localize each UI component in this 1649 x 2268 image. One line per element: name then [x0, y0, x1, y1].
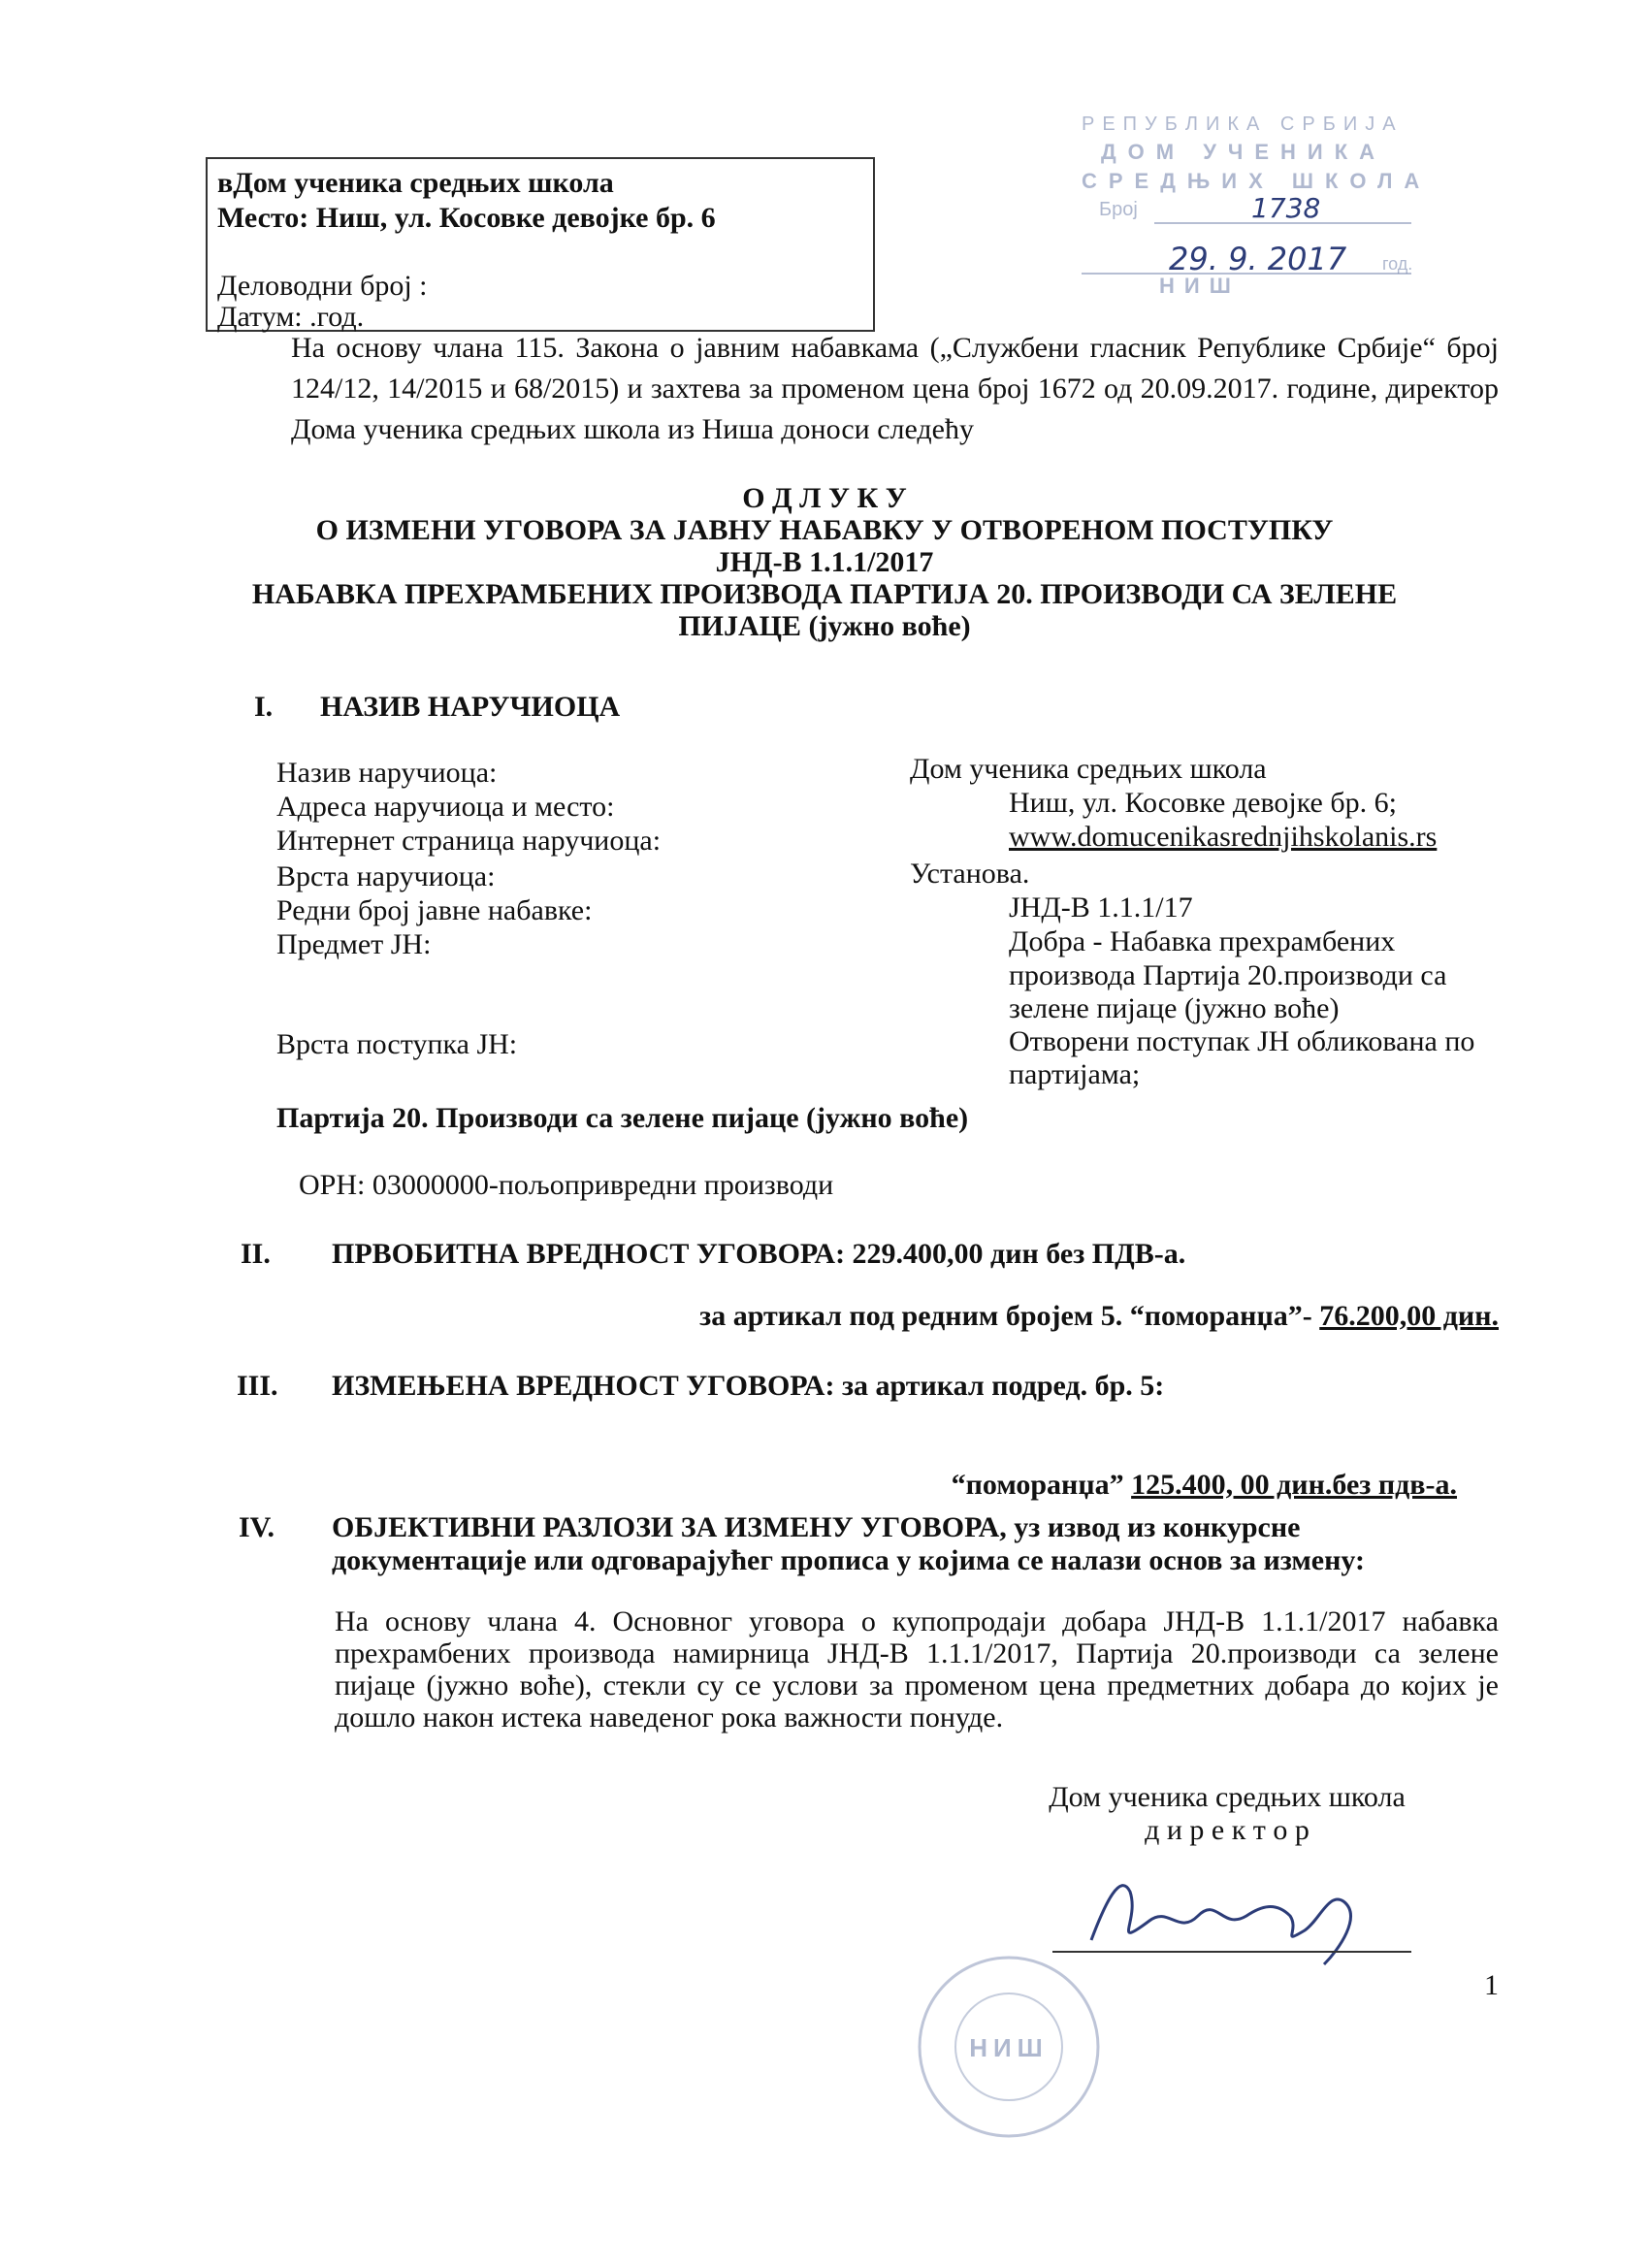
stamp-line-3: СРЕДЊИХ ШКОЛА: [1082, 169, 1432, 193]
signature-organization: Дом ученика средњих школа: [1049, 1781, 1406, 1813]
intro-text: На основу члана 115. Закона о јавним набавкама („Службени гласник Републике Србије“ број 124/12, 14/2015 и 68/2015) и захтева за променом цена број 1672 од 20.09.2017. године, директор Дома ученика средњих школа из Ниша доноси следећу: [291, 332, 1499, 445]
value-subject-3: зелене пијаце (јужно воће): [1009, 992, 1340, 1024]
title-line-3: ЈНД-В 1.1.1/2017: [715, 546, 934, 578]
section-3-number: III.: [237, 1370, 278, 1402]
section-2-heading: ПРВОБИТНА ВРЕДНОСТ УГОВОРА: 229.400,00 дин без ПДВ-а.: [332, 1238, 1186, 1270]
seal-city: НИШ: [969, 2033, 1049, 2062]
header-date: Датум: .год.: [217, 301, 365, 333]
section-4-heading-line-2: документације или одговарајућег прописа у којима се налази основ за измену:: [332, 1544, 1365, 1576]
value-address: Ниш, ул. Косовке девојке бр. 6;: [1009, 787, 1397, 819]
stamp-line-1: РЕПУБЛИКА СРБИЈА: [1082, 113, 1404, 135]
header-box: [206, 157, 875, 332]
stamp-number-handwritten: 1738: [1251, 192, 1321, 224]
section-2-item-value: 76.200,00 дин.: [1319, 1300, 1499, 1332]
header-institution: вДом ученика средњих школа: [217, 167, 614, 199]
label-name: Назив наручиоца:: [276, 757, 498, 789]
header-place: Место: Ниш, ул. Косовке девојке бр. 6: [217, 202, 716, 234]
stamp-city: НИШ: [1159, 274, 1241, 298]
label-number: Редни број јавне набавке:: [276, 894, 593, 926]
label-address: Адреса наручиоца и место:: [276, 791, 615, 823]
signature-role: д и р е к т о р: [1145, 1814, 1310, 1846]
value-subject-1: Добра - Набавка прехрамбених: [1009, 925, 1396, 957]
section-3-heading: ИЗМЕЊЕНА ВРЕДНОСТ УГОВОРА: за артикал подред. бр. 5:: [332, 1370, 1165, 1402]
official-seal: [892, 1950, 1125, 2144]
section-2-item: [669, 1300, 1499, 1333]
intro-paragraph: [291, 328, 1499, 450]
value-subject-2: производа Партија 20.производи са: [1009, 959, 1447, 991]
cpv-code: ОРН: 03000000-пољопривредни производи: [299, 1169, 834, 1201]
label-procedure: Врста поступка ЈН:: [276, 1028, 518, 1060]
stamp-line-2: ДОМ УЧЕНИКА: [1101, 140, 1387, 164]
stamp-number-label: Број: [1099, 199, 1138, 220]
section-4-text: На основу члана 4. Основног уговора о купопродаји добара ЈНД-В 1.1.1/2017 набавка прехрамбених производа намирница ЈНД-В 1.1.1/2017, Партија 20.производи са зелене пијаце (јужно воће), стекли су се услови за променом цена предметних добара до којих је дошло након истека наведеног рока важности понуде.: [335, 1605, 1499, 1733]
label-subject: Предмет ЈН:: [276, 928, 432, 960]
label-type: Врста наручиоца:: [276, 860, 496, 892]
section-3-item-label: “поморанџа”: [951, 1469, 1132, 1501]
stamp-year-suffix: год.: [1382, 254, 1413, 274]
title-line-2: О ИЗМЕНИ УГОВОРА ЗА ЈАВНУ НАБАВКУ У ОТВОРЕНОМ ПОСТУПКУ: [315, 514, 1334, 546]
value-number: ЈНД-В 1.1.1/17: [1009, 891, 1193, 923]
title-line-5: ПИЈАЦЕ (јужно воће): [678, 610, 971, 642]
value-name: Дом ученика средњих школа: [910, 753, 1267, 785]
registry-stamp: [1062, 109, 1440, 303]
section-2-number: II.: [241, 1238, 271, 1270]
value-website-link[interactable]: www.domucenikasrednjihskolanis.rs: [1009, 821, 1438, 853]
section-3-item-value: 125.400, 00 дин.без пдв-а.: [1131, 1469, 1457, 1501]
title-line-4: НАБАВКА ПРЕХРАМБЕНИХ ПРОИЗВОДА ПАРТИЈА 20. ПРОИЗВОДИ СА ЗЕЛЕНЕ: [251, 578, 1398, 610]
section-4-paragraph: [335, 1605, 1499, 1733]
stamp-date-handwritten: 29. 9. 2017: [1169, 241, 1347, 277]
value-procedure-2: партијама;: [1009, 1058, 1141, 1090]
section-1-heading: НАЗИВ НАРУЧИОЦА: [320, 691, 621, 723]
lot-title: Партија 20. Производи са зелене пијаце (јужно воће): [276, 1102, 969, 1134]
section-4-heading-line-1: ОБЈЕКТИВНИ РАЗЛОЗИ ЗА ИЗМЕНУ УГОВОРА, уз извод из конкурсне: [332, 1511, 1301, 1543]
section-1-number: I.: [254, 691, 274, 723]
header-reference-number: Деловодни број :: [217, 270, 428, 302]
decision-title: [194, 482, 1455, 642]
page-number: 1: [1484, 1969, 1499, 2001]
section-3-item: [669, 1469, 1457, 1502]
section-4-number: IV.: [239, 1511, 275, 1543]
value-type: Установа.: [910, 858, 1030, 890]
value-procedure-1: Отворени поступак ЈН обликована по: [1009, 1025, 1475, 1057]
title-line-1: О Д Л У К У: [742, 482, 907, 514]
section-2-item-label: за артикал под редним бројем 5. “поморанџа”-: [699, 1300, 1320, 1332]
label-website: Интернет страница наручиоца:: [276, 825, 662, 857]
